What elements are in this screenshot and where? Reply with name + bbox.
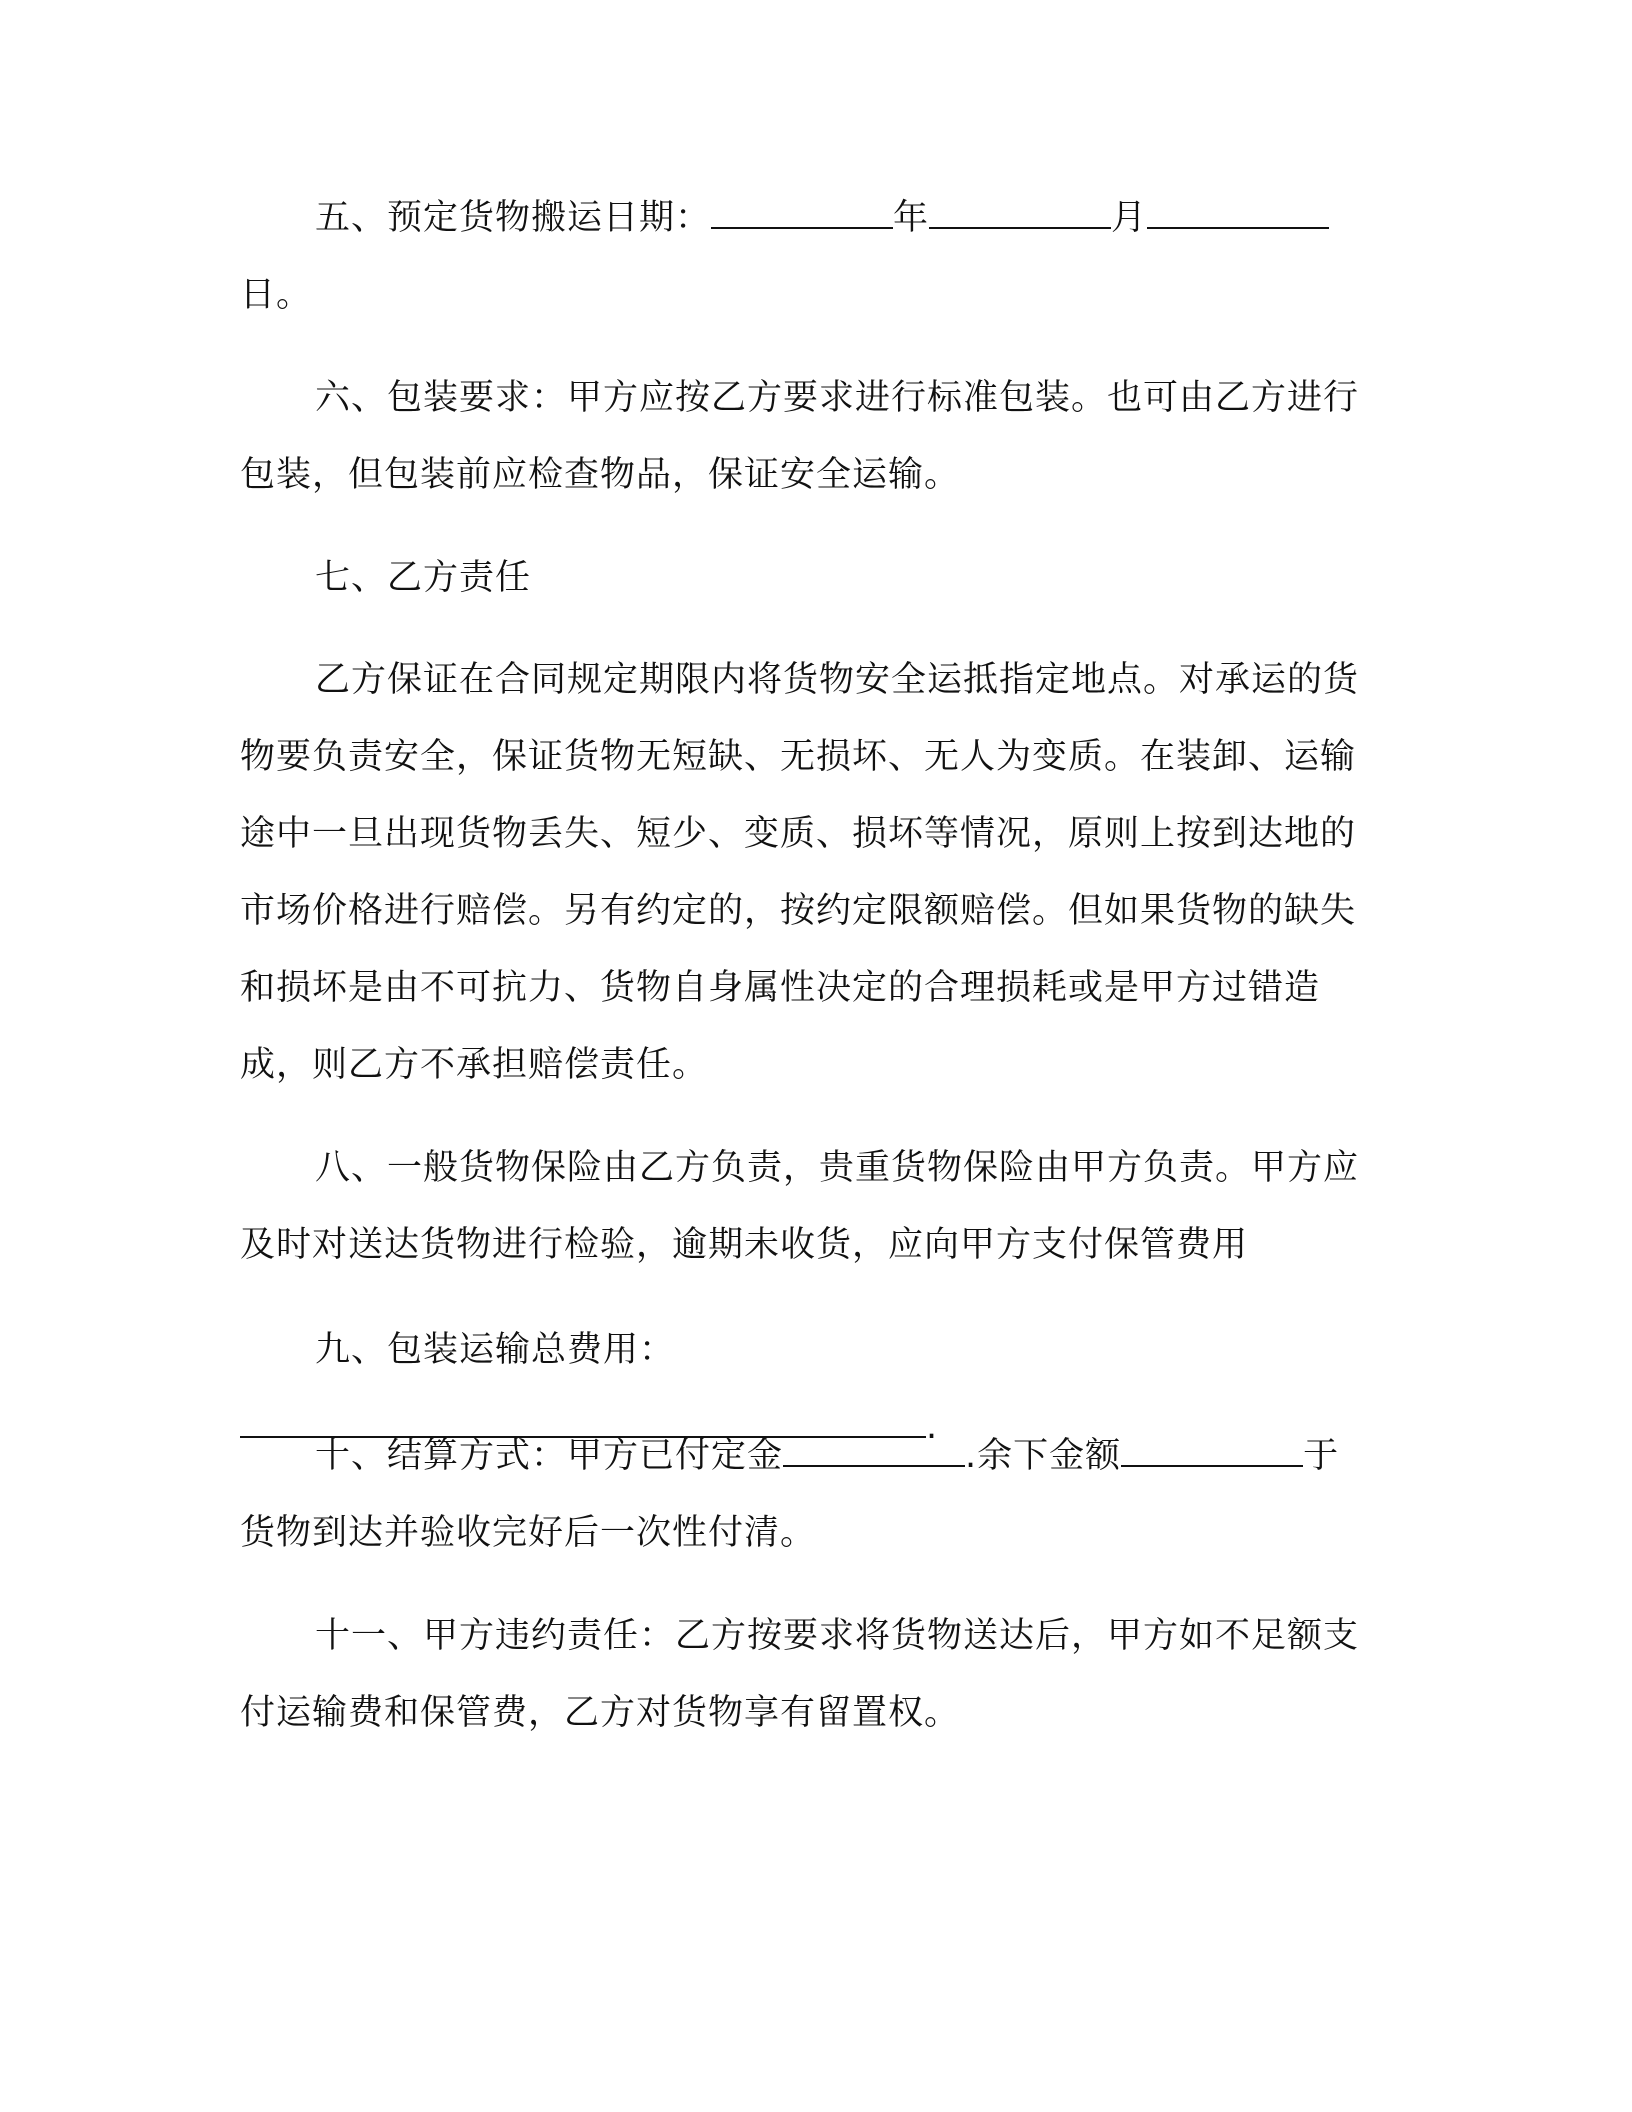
section-7-body: 乙方保证在合同规定期限内将货物安全运抵指定地点。对承运的货物要负责安全，保证货物无短缺、无损坏、无人为变质。在装卸、运输途中一旦出现货物丢失、短少、变质、损坏等情况，原则上按到达地的市场价格进行赔偿。另有约定的，按约定限额赔偿。但如果货物的缺失和损坏是由不可抗力、货物自身属性决定的合理损耗或是甲方过错造成，则乙方不承担赔偿责任。 [240, 660, 1360, 1085]
day-blank [1147, 197, 1329, 229]
section-10-tail: 于货物到达并验收完好后一次性付清。 [240, 1436, 1340, 1553]
section-9-label: 九、包装运输总费用： [315, 1330, 676, 1370]
deposit-blank [783, 1435, 965, 1467]
section-10-settlement [240, 1418, 1360, 1572]
month-label: 月 [1111, 198, 1148, 238]
section-7-heading: 七、乙方责任 [315, 558, 532, 598]
section-11-breach: 十一、甲方违约责任：乙方按要求将货物送达后，甲方如不足额支付运输费和保管费，乙方对货物享有留置权。 [240, 1616, 1360, 1733]
month-blank [929, 197, 1111, 229]
balance-blank [1121, 1435, 1303, 1467]
section-8-insurance: 八、一般货物保险由乙方负责，贵重货物保险由甲方负责。甲方应及时对送达货物进行检验，逾期未收货，应向甲方支付保管费用 [240, 1148, 1360, 1265]
section-10-label: 十、结算方式：甲方已付定金 [315, 1436, 784, 1476]
section-10-middle: .余下金额 [965, 1436, 1122, 1476]
day-label: 日。 [240, 275, 313, 315]
year-blank [711, 197, 893, 229]
year-label: 年 [893, 198, 930, 238]
section-6-packaging: 六、包装要求：甲方应按乙方要求进行标准包装。也可由乙方进行包装，但包装前应检查物品，保证安全运输。 [240, 378, 1360, 495]
section-5-label: 五、预定货物搬运日期： [315, 198, 712, 238]
section-9-end: . [926, 1407, 939, 1447]
section-5-delivery-date [240, 180, 1360, 334]
